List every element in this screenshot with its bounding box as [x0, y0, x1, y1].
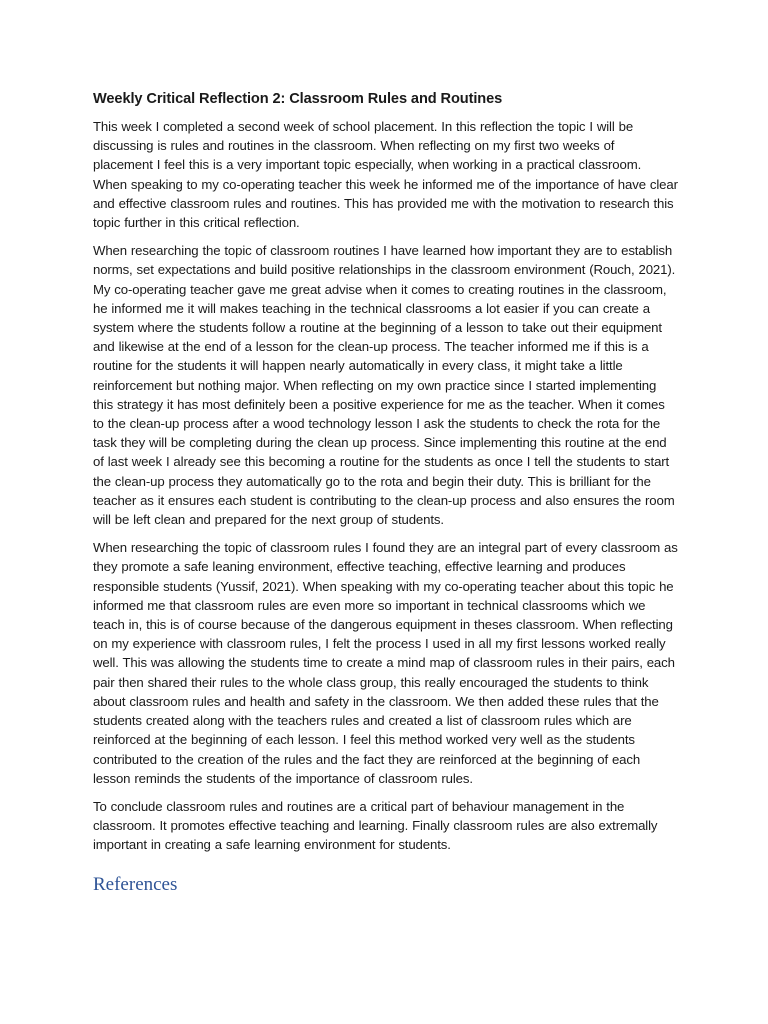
paragraph-conclusion: To conclude classroom rules and routines are a critical part of behaviour management in the classroom. It promotes effective teaching and learning. Finally classroom rules are also extremally important in creating a safe learning environment for students. — [93, 798, 658, 853]
paragraph-routines: When researching the topic of classroom routines I have learned how important they are to establish norms, set expectations and build positive relationships in the classroom environment (Rouch, 2021). My co-operating teacher gave me great advise when it comes to creating routines in the classroom, he informed me it will makes teaching in the technical classrooms a lot easier if you can create a system where the students follow a routine at the beginning of a lesson to take out their equipment and likewise at the end of a lesson for the clean-up process. The teacher informed me if this is a routine for the students it will happen nearly automatically in every class, it might take a little reinforcement but nothing major. When reflecting on my own practice since I started implementing this strategy it has most definitely been a positive experience for me as the teacher. When it comes to the clean-up process after a wood technology lesson I ask the students to check the rota for the task they will be completing during the clean up process. Since implementing this routine at the end of last week I already see this becoming a routine for the students as once I tell the students to start the clean-up process they automatically go to the rota and begin their duty. This is brilliant for the teacher as it ensures each student is contributing to the clean-up process and also ensures the room will be left clean and prepared for the next group of students. — [93, 243, 676, 528]
references-heading: References — [93, 873, 178, 895]
paragraph-rules: When researching the topic of classroom rules I found they are an integral part of every classroom as they promote a safe leaning environment, effective teaching, effective learning and produces responsible students (Yussif, 2021). When speaking with my co-operating teacher about this topic he informed me that classroom rules are even more so important in technical classrooms which we teach in, this is of course because of the dangerous equipment in theses classroom. When reflecting on my experience with classroom rules, I felt the process I used in all my first lessons worked really well. This was allowing the students time to create a mind map of classroom rules in their pairs, each pair then shared their rules to the whole class group, this really encouraged the students to think about classroom rules and health and safety in the classroom. We then added these rules that the students created along with the teachers rules and created a list of classroom rules which are reinforced at the beginning of each lesson. I feel this method worked very well as the students contributed to the creation of the rules and the fact they are reinforced at the beginning of each lesson reminds the students of the importance of classroom rules. — [93, 540, 678, 786]
document-page — [93, 87, 678, 897]
document-title: Weekly Critical Reflection 2: Classroom Rules and Routines — [93, 91, 503, 107]
paragraph-introduction: This week I completed a second week of school placement. In this reflection the topic I will be discussing is rules and routines in the classroom. When reflecting on my first two weeks of placement I feel this is a very important topic especially, when working in a practical classroom. When speaking to my co-operating teacher this week he informed me of the importance of have clear and effective classroom rules and routines. This has provided me with the motivation to research this topic further in this critical reflection. — [93, 119, 678, 231]
